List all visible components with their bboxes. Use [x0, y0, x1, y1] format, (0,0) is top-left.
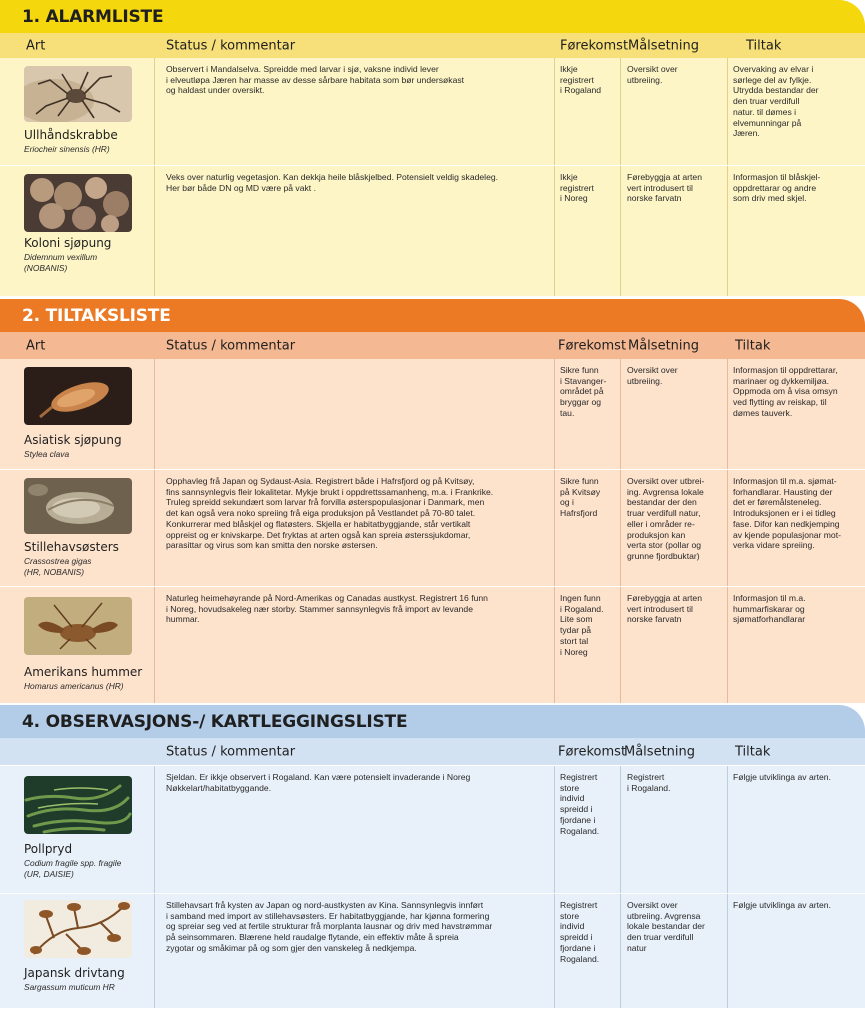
forekomst-text: Sikre funn på Kvitsøy og i Hafrsfjord: [560, 476, 601, 519]
section-tiltaksliste: [0, 299, 865, 703]
section-alarmliste: [0, 0, 865, 296]
header-malsetning: Målsetning: [628, 338, 700, 353]
header-status: Status / kommentar: [166, 744, 296, 759]
status-text: Sjeldan. Er ikkje observert i Rogaland. Kan være potensielt invaderande i Noreg Nøkkelart/habitatbyggande.: [166, 772, 471, 793]
malsetning-text: Førebyggja at arten vert introdusert til norske farvatn: [627, 593, 702, 625]
malsetning-text: Oversikt over utbreiing.: [627, 64, 678, 85]
malsetning-text: Registrert i Rogaland.: [627, 772, 671, 793]
species-photo-japansk-drivtang: [24, 900, 132, 958]
table-row: [0, 894, 865, 1009]
species-name: Japansk drivtang: [24, 966, 125, 980]
status-text: Opphavleg frå Japan og Sydaust-Asia. Registrert både i Hafrsfjord og på Kvitsøy, fins sannsynlegvis fleir lokalitetar. Mykje brukt i oppdrettssamanheng, m.a. i Frankrike. Truleg spreidd sekundært som larvar frå forvilla østerspopulasjonar i Danmark, men det kan også vera noko spreiing frå eiga produksjon på Vestlandet på 70-80 talet. Konkurrerar med blåskjel og flatøsters. Skjella er habitatbyggjande, står vertikalt oppreist og er knivskarpe. Det fryktas at arten også kan spreia østerssjukdomar, parasittar og virus som kan smitta den norske østersen.: [166, 476, 494, 551]
species-latin: Stylea clava: [24, 449, 70, 459]
status-text: Observert i Mandalselva. Spreidde med larvar i sjø, vaksne individ lever i elveutløpa Jæren har masse av desse sårbare habitata som bør undersøkast og haldast under oversikt.: [166, 64, 465, 96]
header-art: Art: [26, 338, 46, 353]
table-row: [0, 58, 865, 166]
header-forekomst: Førekomst: [560, 38, 629, 53]
header-tiltak: Tiltak: [746, 38, 782, 53]
malsetning-text: Førebyggja at arten vert introdusert til norske farvatn: [627, 172, 702, 204]
status-text: Stillehavsart frå kysten av Japan og nord-austkysten av Kina. Sannsynlegvis innført i samband med import av stillehavsøsters. Er habitatbyggjande, har kjønna formering og spreiar seg ved at fertile strukturar frå morplanta lausnar og driv med havstrømmar på seinsommaren. Blærene held raudalge flytande, ein effektiv måte å spreia zygotar og småkimar på og som gjer den vanskeleg å nedkjempa.: [166, 900, 493, 953]
forekomst-text: Ikkje registrert i Noreg: [560, 172, 594, 204]
species-photo-stillehavsosters: [24, 478, 132, 534]
species-latin: Eriocheir sinensis (HR): [24, 144, 110, 154]
header-status: Status / kommentar: [166, 38, 296, 53]
tiltak-text: Følgje utviklinga av arten.: [733, 772, 831, 782]
species-latin: Codium fragile spp. fragile (UR, DAISIE): [24, 858, 122, 879]
malsetning-text: Oversikt over utbrei- ing. Avgrensa lokale bestandar der den truar verdifull natur, eller i områder re- produksjon kan verta stor (pollar og grunne fjordbuktar): [627, 476, 705, 561]
header-status: Status / kommentar: [166, 338, 296, 353]
tiltak-text: Informasjon til blåskjel- oppdrettarar og andre som driv med skjel.: [733, 172, 821, 204]
section-title: 1. ALARMLISTE: [0, 0, 865, 33]
forekomst-text: Registrert store individ spreidd i fjordane i Rogaland.: [560, 772, 600, 836]
species-photo-asiatisk-sjopung: [24, 367, 132, 425]
table-row: [0, 470, 865, 587]
malsetning-text: Oversikt over utbreiing. Avgrensa lokale bestandar der den truar verdifull natur: [627, 900, 705, 953]
tiltak-text: Informasjon til m.a. hummarfiskarar og sjømatforhandlarar: [733, 593, 806, 625]
header-malsetning: Målsetning: [624, 744, 696, 759]
table-row: [0, 766, 865, 894]
forekomst-text: Ikkje registrert i Rogaland: [560, 64, 602, 96]
species-name: Stillehavsøsters: [24, 540, 119, 554]
section-observasjonsliste: [0, 705, 865, 1008]
tiltak-text: Informasjon til m.a. sjømat- forhandlarar. Hausting der det er føremålsteneleg. Introduksjonen er i ei tidleg fase. Difor kan nedkjemping av kjende populasjonar mot- verka vidare spreiing.: [733, 476, 841, 551]
species-photo-pollpryd: [24, 776, 132, 834]
species-photo-ullhandskrabbe: [24, 66, 132, 122]
species-name: Ullhåndskrabbe: [24, 128, 118, 142]
species-name: Koloni sjøpung: [24, 236, 112, 250]
column-header-row: [0, 33, 865, 58]
header-forekomst: Førekomst: [558, 338, 627, 353]
species-latin: Crassostrea gigas (HR, NOBANIS): [24, 556, 92, 577]
table-row: [0, 587, 865, 704]
column-header-row: [0, 738, 865, 765]
species-latin: Sargassum muticum HR: [24, 982, 115, 992]
header-art: Art: [26, 38, 46, 53]
table-row: [0, 166, 865, 297]
table-row: [0, 359, 865, 470]
header-malsetning: Målsetning: [628, 38, 700, 53]
tiltak-text: Følgje utviklinga av arten.: [733, 900, 831, 910]
header-tiltak: Tiltak: [735, 744, 771, 759]
section-title: 4. OBSERVASJONS-/ KARTLEGGINGSLISTE: [0, 705, 865, 738]
species-latin: Homarus americanus (HR): [24, 681, 124, 691]
column-header-row: [0, 332, 865, 359]
species-name: Asiatisk sjøpung: [24, 433, 122, 447]
forekomst-text: Registrert store individ spreidd i fjordane i Rogaland.: [560, 900, 600, 964]
species-name: Pollpryd: [24, 842, 73, 856]
malsetning-text: Oversikt over utbreiing.: [627, 365, 678, 386]
species-photo-koloni-sjopung: [24, 174, 132, 232]
status-text: Naturleg heimehøyrande på Nord-Amerikas og Canadas austkyst. Registrert 16 funn i Noreg, hovudsakeleg nær storby. Stammer sannsynlegvis frå import av levande hummar.: [166, 593, 488, 625]
species-photo-amerikans-hummer: [24, 597, 132, 655]
tiltak-text: Informasjon til oppdrettarar, marinaer og dykkemiljøa. Oppmoda om å visa omsyn ved flytting av reiskap, til dømes tauverk.: [733, 365, 838, 418]
forekomst-text: Ingen funn i Rogaland. Lite som tydar på stort tal i Noreg: [560, 593, 604, 657]
status-text: Veks over naturlig vegetasjon. Kan dekkja heile blåskjelbed. Potensielt veldig skadeleg. Her bør både DN og MD være på vakt .: [166, 172, 499, 193]
header-forekomst: Førekomst: [558, 744, 627, 759]
section-title: 2. TILTAKSLISTE: [0, 299, 865, 332]
tiltak-text: Overvaking av elvar i sørlege del av fylkje. Utrydda bestandar der den truar verdifull natur. til dømes i elvemunningar på Jæren.: [733, 64, 819, 139]
species-latin: Didemnum vexillum (NOBANIS): [24, 252, 98, 273]
forekomst-text: Sikre funn i Stavanger- området på bryggar og tau.: [560, 365, 607, 418]
header-tiltak: Tiltak: [735, 338, 771, 353]
species-name: Amerikans hummer: [24, 665, 143, 679]
